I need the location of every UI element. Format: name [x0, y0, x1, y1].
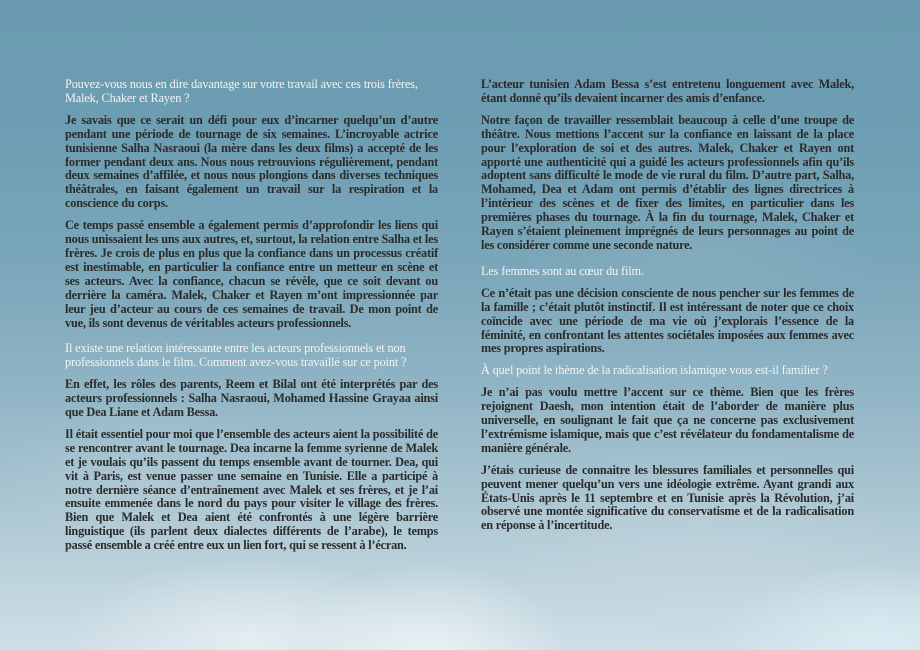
left-text-column	[65, 78, 438, 561]
right-text-column	[481, 78, 854, 541]
interview-answer-paragraph: Ce temps passé ensemble a également permis d’approfondir les liens qui nous unissaient les uns aux autres, et, surtout, la relation entre Salha et les frères. Je crois de plus en plus que la confiance dans un processus créatif est inestimable, en particulier la confiance entre un metteur en scène et ses acteurs. Avec la confiance, chacun se révèle, que ce soit devant ou derrière la caméra. Malek, Chaker et Rayen m’ont impressionnée par leur jeu d’acteur au cours de ces semaines de travail. De mon point de vue, ils sont devenus de véritables acteurs professionnels.	[65, 218, 438, 330]
interview-answer-paragraph: Notre façon de travailler ressemblait beaucoup à celle d’une troupe de théâtre. Nous mettions l’accent sur la confiance en laissant de la place pour l’exploration de soi et des autres. Malek, Chaker et Rayen ont apporté une authenticité qui a guidé les acteurs professionnels afin qu’ils adoptent sans difficulté le mode de vie rural du film. D’autre part, Salha, Mohamed, Dea et Adam ont permis d’établir des lignes directrices à l’intérieur des scènes et de fixer des limites, en particulier dans les premières phases du tournage. À la fin du tournage, Malek, Chaker et Rayen s’étaient pleinement imprégnés de leurs personnages au point de les considérer comme une seconde nature.	[481, 112, 854, 252]
interview-answer-paragraph: J’étais curieuse de connaitre les blessures familiales et personnelles qui peuvent mener quelqu’un vers une idéologie extrême. Ayant grandi aux États-Unis après le 11 septembre et en Tunisie après la Révolution, j’ai observé une montée significative du conservatisme et de la radicalisation en réponse à l’incertitude.	[481, 462, 854, 533]
interview-question-acteurs-professionnels: Il existe une relation intéressante entre les acteurs professionnels et non professionnels dans le film. Comment avez-vous travaillé sur ce point ?	[65, 341, 407, 370]
interview-answer-paragraph: Je n’ai pas voulu mettre l’accent sur ce thème. Bien que les frères rejoignent Daesh, mon intention était de l’aborder de manière plus universelle, en soulignant le fait que ça ne concerne pas exclusivement l’extrémisme islamique, mais que c’est révélateur du fondamentalisme de manière générale.	[481, 385, 854, 455]
interview-answer-paragraph: En effet, les rôles des parents, Reem et Bilal ont été interprétés par des acteurs professionnels : Salha Nasraoui, Mohamed Hassine Grayaa ainsi que Dea Liane et Adam Bessa.	[65, 377, 438, 420]
interview-question-radicalisation: À quel point le thème de la radicalisation islamique vous est-il familier ?	[481, 363, 828, 378]
interview-question-trois-freres: Pouvez-vous nous en dire davantage sur votre travail avec ces trois frères, Malek, Chaker et Rayen ?	[65, 77, 418, 105]
interview-answer-paragraph: L’acteur tunisien Adam Bessa s’est entretenu longuement avec Malek, étant donné qu’ils devaient incarner des amis d’enfance.	[481, 77, 854, 105]
interview-answer-paragraph: Ce n’était pas une décision consciente de nous pencher sur les femmes de la famille ; c’était plutôt instinctif. Il est intéressant de noter que ce choix coïncide avec une période de ma vie où j’explorais l’essence de la féminité, en confrontant les attentes sociétales imposées aux femmes avec mes propres aspirations.	[481, 285, 854, 356]
interview-answer-paragraph: Il était essentiel pour moi que l’ensemble des acteurs aient la possibilité de se rencontrer avant le tournage. Dea incarne la femme syrienne de Malek et je voulais qu’ils passent du temps ensemble avant de tourner. Dea, qui vit à Paris, est venue passer une semaine en Tunisie. Elle a participé à notre dernière séance d’entraînement avec Malek et ses frères, et je l’ai ensuite emmenée dans le nord du pays pour visiter le village des frères. Bien que Malek et Dea aient été confrontés à une légère barrière linguistique (ils parlent deux dialectes différents de l’arabe), le temps passé ensemble a créé entre eux un lien fort, qui se ressent à l’écran.	[65, 426, 438, 553]
interview-question-femmes: Les femmes sont au cœur du film.	[481, 263, 644, 278]
interview-answer-paragraph: Je savais que ce serait un défi pour eux d’incarner quelqu’un d’autre pendant une période de tournage de six semaines. L’incroyable actrice tunisienne Salha Nasraoui (la mère dans les deux films) a accepté de les former pendant deux ans. Nous nous retrouvions régulièrement, pendant deux semaines d’affilée, et nous nous plongions dans diverses techniques théâtrales, en faisant également un travail sur la respiration et la conscience du corps.	[65, 112, 438, 211]
